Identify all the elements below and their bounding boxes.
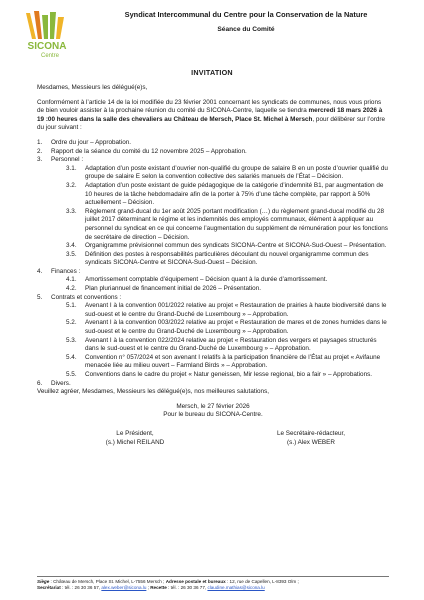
agenda-subitem-number: 3.2. <box>66 181 77 189</box>
agenda-item-text: Ordre du jour – Approbation. <box>51 138 132 146</box>
siege-label: Siège <box>37 579 50 584</box>
agenda-subitem-text: Avenant I à la convention 022/2024 relative au projet « Restauration des vergers et paysages structurés dans le sud-ouest et le centre du Grand-Duché de Luxembourg » – Approbation. <box>85 336 377 353</box>
place-block <box>37 403 389 420</box>
secretariat-label: Secrétariat <box>37 585 61 591</box>
agenda-subitem <box>37 208 389 242</box>
agenda-subitem-number: 4.2. <box>66 285 77 293</box>
agenda-subitem-text: Plan pluriannuel de financement initial de 2026 – Présentation. <box>85 285 261 293</box>
logo-subtext: Centre <box>40 53 60 59</box>
agenda-item <box>37 156 389 165</box>
siege-text: : Château de Mersch, Place St. Michel, L-7556 Mersch ; <box>49 579 166 584</box>
logo-text: SICONA <box>27 41 67 52</box>
agenda-item-number: 4. <box>37 267 43 275</box>
secretary-title: Le Secrétaire-rédacteur, <box>276 429 346 437</box>
intro-text-2: , pour délibérer sur l’ordre du jour suivant : <box>37 115 386 132</box>
agenda-subitem-number: 5.5. <box>66 371 77 378</box>
agenda-item-text: Finances : <box>51 267 81 275</box>
agenda-subitem-number: 5.3. <box>66 336 77 344</box>
agenda-subitem <box>37 276 389 285</box>
agenda-item <box>37 380 389 389</box>
place-date: Mersch, le 27 février 2026 <box>176 402 250 410</box>
agenda-subitem-number: 5.1. <box>66 302 77 310</box>
meeting-subtitle: Séance du Comité <box>217 26 275 33</box>
agenda-subitem-text: Définition des postes à responsabilités particulières découlant du nouvel organigramme commun des syndicats SICONA-Centre et SICONA-Sud-Ouest – Décision. <box>85 250 369 267</box>
agenda-item-number: 5. <box>37 293 43 301</box>
secretary-name: (s.) Alex WEBER <box>287 438 335 446</box>
signature-president <box>75 430 195 447</box>
agenda-item <box>37 139 389 148</box>
recette-label: Recette <box>150 585 167 591</box>
agenda-subitem <box>37 251 389 268</box>
agenda-subitem-text: Règlement grand-ducal du 1er août 2025 portant modification (…) du règlement grand-ducal modifié du 28 juillet 2017 déterminant le régime et les indemnités des employés communaux, élément à appliquer au personnel du syndicat en ce qui concerne l’augmentation du supplément de rémunération pour les fonctions de secrétaire de direction – Décision. <box>85 207 388 241</box>
agenda-subitem <box>37 165 389 182</box>
agenda-item-number: 6. <box>37 379 43 387</box>
agenda-item <box>37 148 389 157</box>
signatures <box>37 430 389 447</box>
agenda-list <box>37 139 389 388</box>
agenda-subitem-number: 3.4. <box>66 242 77 250</box>
agenda-item-text: Personnel : <box>51 156 84 164</box>
agenda-subitem-number: 4.1. <box>66 276 77 284</box>
agenda-item-number: 1. <box>37 138 43 146</box>
agenda-subitem <box>37 285 389 294</box>
agenda-subitem <box>37 319 389 336</box>
invitation-heading: INVITATION <box>191 68 233 77</box>
agenda-subitem <box>37 182 389 208</box>
agenda-subitem <box>37 302 389 319</box>
agenda-item-number: 3. <box>37 156 43 164</box>
agenda-subitem-text: Avenant I à la convention 003/2022 relative au projet « Restauration de mares et de zones humides dans le sud-ouest et le centre du Grand-Duché de Luxembourg » – Approbation. <box>85 319 387 336</box>
agenda-item <box>37 294 389 303</box>
agenda-subitem-text: Adaptation d’un poste existant de guide pédagogique de la catégorie d’indemnité B1, par augmentation de 10 heures de la tâche hebdomadaire afin de la porter à 75% d’une tâche complète, par rapport à 50% actuellement – Décision. <box>85 181 384 207</box>
meeting-date-location: mercredi 18 mars 2026 à 19 :00 heures dans la salle des chevaliers au Château de Mersch, Place St. Michel à Mersch <box>37 107 383 123</box>
agenda-item-text: Contrats et conventions : <box>51 293 122 301</box>
letter-body <box>37 84 389 447</box>
agenda-item-text: Rapport de la séance du comité du 12 novembre 2025 – Approbation. <box>51 147 247 155</box>
intro-paragraph <box>37 99 389 133</box>
agenda-subitem-text: Adaptation d’un poste existant d’ouvrier non-qualifié du groupe de salaire B en un poste d’ouvrier qualifié du groupe de salaire E selon la convention collective des salariés manuels de l’État – Décision. <box>85 164 388 181</box>
agenda-subitem-text: Avenant I à la convention 001/2022 relative au projet « Restauration de prairies à haute biodiversité dans le sud-ouest et le centre du Grand-Duché de Luxembourg » – Approbation. <box>85 302 387 318</box>
organization-title: Syndicat Intercommunal du Centre pour la Conservation de la Nature <box>124 10 368 19</box>
agenda-subitem-text: Convention n° 057/2024 et son avenant I relatifs à la participation financière de l’État au projet « Avifaune menacée liée au milieu ouvert – Farmland Birds » – Approbation. <box>85 353 381 370</box>
closing-text: Veuillez agréer, Mesdames, Messieurs les délégué(e)s, nos meilleures salutations, <box>37 388 270 396</box>
agenda-subitem-text: Organigramme prévisionnel commun des syndicats SICONA-Centre et SICONA-Sud-Ouest – Présentation. <box>85 242 387 250</box>
footer <box>37 576 389 592</box>
agenda-item-text: Divers. <box>51 379 71 387</box>
intro-text-1: Conformément à l’article 14 de la loi modifiée du 23 février 2001 concernant les syndicats de communes, nous vous prions de bien vouloir assister à la prochaine réunion du comité du SICONA-Centre, laquelle se tiendra <box>37 98 382 115</box>
agenda-item <box>37 268 389 277</box>
footer-line-2: Secrétariat : tél. : 26 30 36 57, alex.weber@sicona.lu ; Recette : tél. : 26 30 36 77, claudine.mathias@sicona.lu <box>37 585 265 591</box>
sicona-logo <box>20 9 74 59</box>
agenda-subitem <box>37 337 389 354</box>
agenda-subitem-number: 3.5. <box>66 250 77 258</box>
agenda-subitem-text: Amortissement comptable d’équipement – Décision quant à la durée d’amortissement. <box>85 276 328 284</box>
agenda-item-number: 2. <box>37 147 43 155</box>
president-title: Le Président, <box>116 429 154 437</box>
president-name: (s.) Michel REILAND <box>105 438 165 446</box>
agenda-subitem-text: Conventions dans le cadre du projet « Natur geneissen, Mir lesse regional, bio a fair » – Approbations. <box>85 371 373 378</box>
secretariat-email-link[interactable]: alex.weber@sicona.lu <box>101 585 147 591</box>
agenda-subitem-number: 5.2. <box>66 319 77 327</box>
agenda-subitem-number: 3.1. <box>66 164 77 172</box>
postal-text: : 12, rue de Capellen, L-8393 Olm ; <box>225 579 299 584</box>
secretariat-text: : tél. : 26 30 36 57, <box>60 585 102 591</box>
on-behalf: Pour le bureau du SICONA-Centre. <box>163 411 263 419</box>
recette-email-link[interactable]: claudine.mathias@sicona.lu <box>207 585 265 591</box>
recette-text: : tél. : 26 30 36 77, <box>166 585 208 591</box>
salutation: Mesdames, Messieurs les délégué(e)s, <box>37 84 148 91</box>
agenda-subitem <box>37 354 389 371</box>
agenda-subitem <box>37 242 389 251</box>
agenda-subitem <box>37 371 389 380</box>
agenda-subitem-number: 5.4. <box>66 353 77 361</box>
postal-label: Adresse postale et bureaux <box>165 579 226 584</box>
agenda-subitem-number: 3.3. <box>66 207 77 215</box>
signature-secretary <box>251 430 371 447</box>
